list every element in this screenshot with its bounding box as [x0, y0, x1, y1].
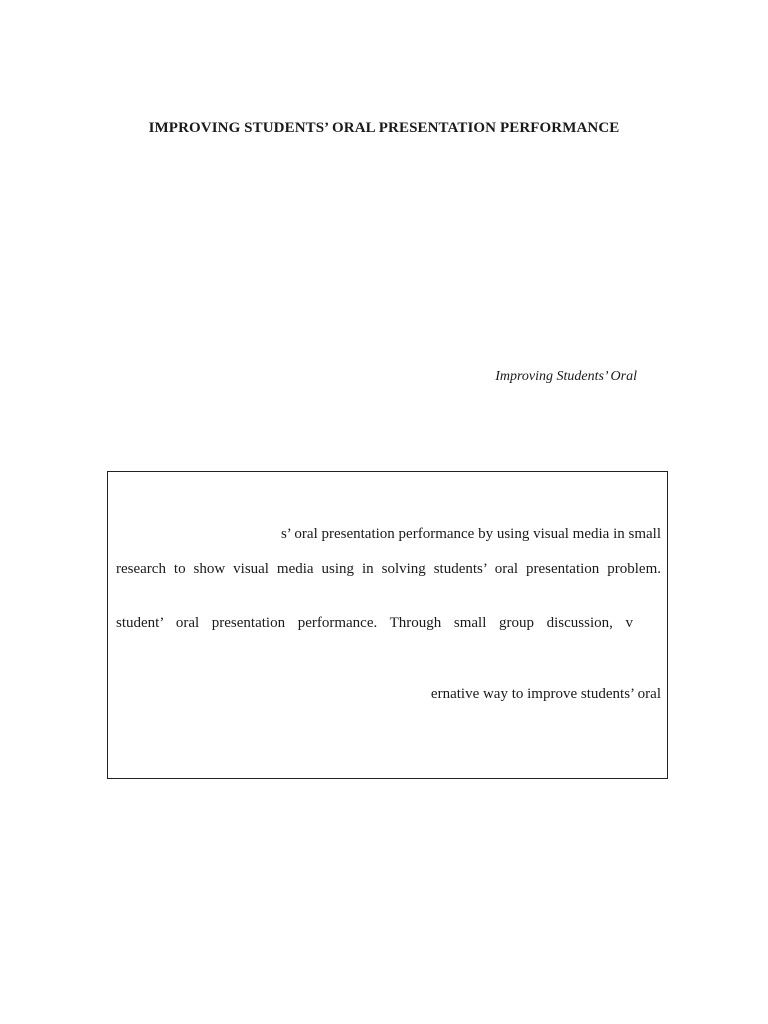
- document-title: IMPROVING STUDENTS’ ORAL PRESENTATION PERFORMANCE: [148, 120, 620, 136]
- abstract-line-2: research to show visual media using in solving students’ oral presentation problem.: [116, 561, 661, 577]
- running-head: Improving Students’ Oral: [495, 369, 637, 384]
- abstract-line-4: ernative way to improve students’ oral: [430, 686, 661, 702]
- abstract-line-1: s’ oral presentation performance by using visual media in small: [280, 526, 661, 542]
- abstract-line-3: student’ oral presentation performance. Through small group discussion, v: [116, 615, 633, 631]
- abstract-box: [107, 471, 668, 779]
